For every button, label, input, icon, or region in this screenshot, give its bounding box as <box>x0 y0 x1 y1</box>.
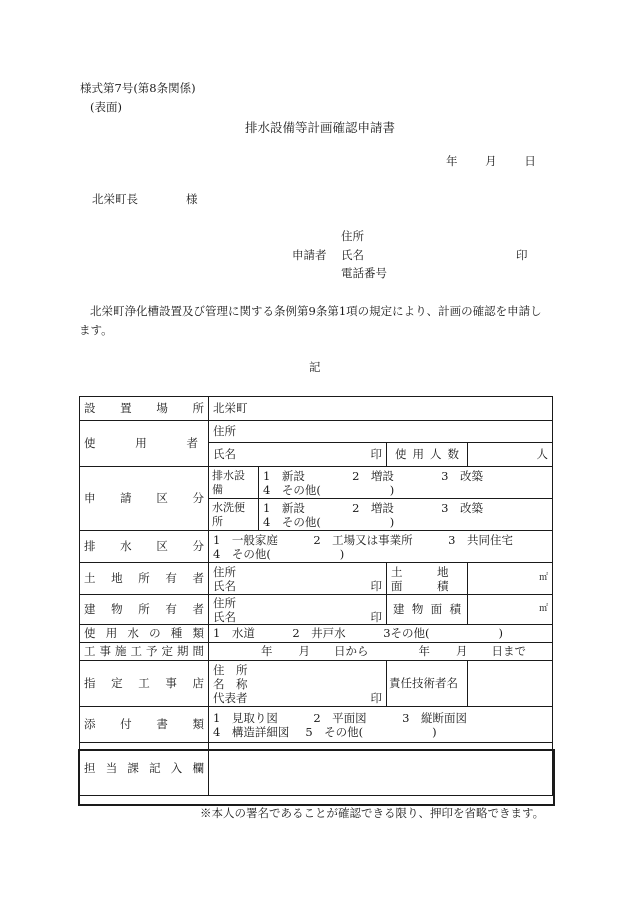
building-area-cell <box>468 595 553 625</box>
schedule-label: 工 事 施 工 予 定 期 間 <box>80 643 209 661</box>
date-day: 日 <box>524 154 536 168</box>
addressee: 北栄町長 <box>92 192 138 206</box>
attach-opt-1: 1 見取り図 <box>213 710 278 725</box>
building-owner-address: 住所 <box>213 595 236 610</box>
user-count-cell <box>468 443 553 467</box>
contractor-label: 指 定 工 事 店 <box>80 661 209 707</box>
office-section-frame <box>78 749 555 806</box>
toilet-opt-4: 4 その他( ) <box>263 514 395 529</box>
land-owner-seal: 印 <box>370 578 382 593</box>
row-user-1 <box>80 421 553 443</box>
drain-options <box>259 467 553 499</box>
land-owner-label: 土 地 所 有 者 <box>80 563 209 595</box>
row-app-drain <box>80 467 553 499</box>
water-type-label: 使 用 水 の 種 類 <box>80 625 209 643</box>
applicant-name-label: 氏名 <box>341 248 364 262</box>
drainage-opt-1: 1 一般家庭 <box>213 532 278 547</box>
drain-opt-3: 3 改築 <box>441 468 483 483</box>
document-title: 排水設備等計画確認申請書 <box>245 120 396 135</box>
schedule-to-year: 年 <box>418 643 430 658</box>
drain-opt-4: 4 その他( ) <box>263 482 395 497</box>
attach-opt-5: 5 その他( ) <box>305 724 437 739</box>
schedule-from-day: 日から <box>334 643 369 658</box>
applicant-seal: 印 <box>516 248 528 262</box>
applicant-address-label: 住所 <box>341 229 364 243</box>
row-building-owner <box>80 595 553 625</box>
building-area-unit: ㎡ <box>538 604 548 615</box>
land-area-unit: ㎡ <box>538 573 548 584</box>
water-type-options <box>209 625 553 643</box>
row-water-type <box>80 625 553 643</box>
date-line <box>446 156 536 168</box>
ki-heading: 記 <box>309 360 321 374</box>
toilet-opt-3: 3 改築 <box>441 500 483 515</box>
building-owner-name: 氏名 <box>213 609 236 624</box>
user-name-cell <box>209 443 387 467</box>
building-owner-cell <box>209 595 387 625</box>
schedule-to-month: 月 <box>456 643 468 658</box>
user-seal: 印 <box>370 446 382 461</box>
schedule-to-day: 日まで <box>491 643 526 658</box>
land-owner-cell <box>209 563 387 595</box>
attach-opt-3: 3 縦断面図 <box>402 710 467 725</box>
contractor-cell <box>209 661 387 707</box>
land-area-cell <box>468 563 553 595</box>
water-opt-3: 3その他( ) <box>383 625 503 640</box>
building-owner-label: 建 物 所 有 者 <box>80 595 209 625</box>
attach-opt-4: 4 構造詳細図 <box>213 724 290 739</box>
drain-label: 排水設備 <box>209 467 259 499</box>
user-count-unit: 人 <box>536 446 548 461</box>
form-side: (表面) <box>90 100 122 114</box>
contractor-address: 住 所 <box>213 662 248 677</box>
user-count-label: 使 用 人 数 <box>387 443 468 467</box>
schedule-values <box>209 643 553 661</box>
form-number: 様式第7号(第8条関係) <box>80 81 196 95</box>
contractor-name: 名 称 <box>213 676 248 691</box>
building-area-label: 建 物 面 積 <box>387 595 468 625</box>
drainage-opt-4: 4 その他( ) <box>213 546 345 561</box>
land-owner-name: 氏名 <box>213 578 236 593</box>
drainage-opt-2: 2 工場又は事業所 <box>313 532 413 547</box>
attachments-label: 添 付 書 類 <box>80 707 209 743</box>
user-label: 使 用 者 <box>80 421 209 467</box>
user-name-label: 氏名 <box>213 446 236 461</box>
date-month: 月 <box>485 154 497 168</box>
drainage-opt-3: 3 共同住宅 <box>448 532 513 547</box>
row-drainage-type <box>80 531 553 563</box>
row-land-owner <box>80 563 553 595</box>
land-owner-address: 住所 <box>213 564 236 579</box>
building-owner-seal: 印 <box>370 609 382 624</box>
footnote: ※本人の署名であることが確認できる限り、押印を省略できます。 <box>200 806 545 820</box>
water-opt-1: 1 水道 <box>213 625 255 640</box>
honorific: 様 <box>186 192 198 206</box>
drainage-type-options <box>209 531 553 563</box>
applicant-phone-label: 電話番号 <box>341 266 387 280</box>
water-opt-2: 2 井戸水 <box>292 625 346 640</box>
applicant-label: 申請者 <box>292 248 327 262</box>
application-form-table <box>79 396 553 796</box>
office-label: 担 当 課 記 入 欄 <box>80 743 209 796</box>
toilet-opt-1: 1 新設 <box>263 500 305 515</box>
row-schedule <box>80 643 553 661</box>
application-type-label: 申 請 区 分 <box>80 467 209 531</box>
location-label <box>80 397 209 421</box>
contractor-seal: 印 <box>370 690 382 705</box>
body-text-line2: ます。 <box>79 323 113 337</box>
body-text-line1: 北栄町浄化槽設置及び管理に関する条例第9条第1項の規定により、計画の確認を申請し <box>90 304 542 318</box>
land-area-label <box>387 563 468 595</box>
schedule-from-year: 年 <box>261 643 273 658</box>
attach-opt-2: 2 平面図 <box>313 710 367 725</box>
land-area-label-top: 土 地 <box>391 564 449 579</box>
row-attachments <box>80 707 553 743</box>
row-contractor <box>80 661 553 707</box>
toilet-label: 水洗便所 <box>209 499 259 531</box>
land-area-label-bottom: 面 積 <box>391 578 449 593</box>
contractor-rep: 代表者 <box>213 690 248 705</box>
row-location <box>80 397 553 421</box>
location-value: 北栄町 <box>209 397 553 421</box>
date-year: 年 <box>446 154 458 168</box>
toilet-opt-2: 2 増設 <box>352 500 394 515</box>
location-label-text: 設 置 場 所 <box>84 400 204 415</box>
drain-opt-2: 2 増設 <box>352 468 394 483</box>
engineer-label: 責任技術者名 <box>387 661 468 707</box>
user-address: 住所 <box>209 421 553 443</box>
schedule-from-month: 月 <box>298 643 310 658</box>
drainage-type-label: 排 水 区 分 <box>80 531 209 563</box>
engineer-value <box>468 661 553 707</box>
drain-opt-1: 1 新設 <box>263 468 305 483</box>
attachments-options <box>209 707 553 743</box>
toilet-options <box>259 499 553 531</box>
